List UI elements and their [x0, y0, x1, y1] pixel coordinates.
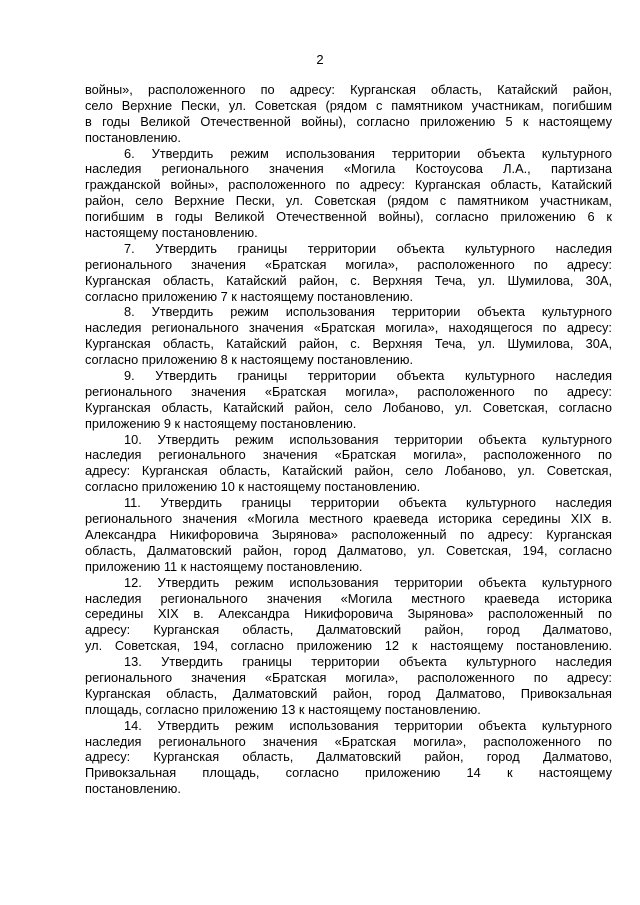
text-line: наследия регионального значения «Могила Костоусова Л.А., партизана — [85, 161, 612, 177]
text-line: в годы Великой Отечественной войны), согласно приложению 5 к настоящему — [85, 113, 612, 129]
text-line: село Верхние Пески, ул. Советская (рядом с памятником участникам, погибшим — [85, 97, 612, 113]
text-line: ул. Советская, 194, согласно приложению 12 к настоящему постановлению. — [85, 638, 612, 654]
text-line: гражданской войны», расположенного по адресу: Курганская область, Катайский — [85, 177, 612, 193]
text-line: войны», расположенного по адресу: Курганская область, Катайский район, — [85, 82, 612, 97]
paragraph-first-line: 11. Утвердить границы территории объекта культурного наследия — [124, 495, 612, 511]
text-line: середины XIX в. Александра Никифоровича Зырянова» расположенный по — [85, 606, 612, 622]
text-line: согласно приложению 7 к настоящему постановлению. — [85, 288, 414, 304]
text-line: Привокзальная площадь, согласно приложению 14 к настоящему — [85, 765, 612, 781]
paragraph-first-line: 12. Утвердить режим использования территории объекта культурного — [124, 574, 612, 590]
paragraph-first-line: 13. Утвердить границы территории объекта культурного наследия — [124, 654, 612, 670]
text-line: Курганская область, Катайский район, с. Верхняя Теча, ул. Шумилова, 30А, — [85, 272, 612, 288]
text-line: наследия регионального значения «Братская могила», расположенного по — [85, 447, 612, 463]
text-line: Александра Никифоровича Зырянова» расположенный по адресу: Курганская — [85, 526, 612, 542]
text-line: адресу: Курганская область, Катайский район, село Лобаново, ул. Советская, — [85, 463, 612, 479]
document-body — [85, 82, 612, 797]
text-line: адресу: Курганская область, Далматовский район, город Далматово, — [85, 622, 612, 638]
text-line: настоящему постановлению. — [85, 225, 258, 241]
text-line: согласно приложению 8 к настоящему постановлению. — [85, 352, 414, 368]
paragraph-first-line: 8. Утвердить режим использования территории объекта культурного — [124, 304, 612, 320]
paragraph-first-line: 9. Утвердить границы территории объекта культурного наследия — [124, 368, 612, 384]
text-line: постановлению. — [85, 781, 181, 797]
text-line: регионального значения «Могила местного краеведа историка середины XIX в. — [85, 511, 612, 527]
text-line: постановлению. — [85, 129, 181, 145]
page-number: 2 — [316, 52, 324, 67]
text-line: область, Далматовский район, город Далматово, ул. Советская, 194, согласно — [85, 542, 612, 558]
text-line: согласно приложению 10 к настоящему постановлению. — [85, 479, 421, 495]
text-line: регионального значения «Братская могила», расположенного по адресу: — [85, 256, 612, 272]
text-line: погибшим в годы Великой Отечественной войны), согласно приложению 6 к — [85, 209, 612, 225]
paragraph-first-line: 14. Утвердить режим использования территории объекта культурного — [124, 717, 612, 733]
text-line: регионального значения «Братская могила», расположенного по адресу: — [85, 383, 612, 399]
paragraph-first-line: 10. Утвердить режим использования территории объекта культурного — [124, 431, 612, 447]
text-line: Курганская область, Катайский район, с. Верхняя Теча, ул. Шумилова, 30А, — [85, 336, 612, 352]
text-line: наследия регионального значения «Могила местного краеведа историка — [85, 590, 612, 606]
text-line: район, село Верхние Пески, ул. Советская (рядом с памятником участникам, — [85, 193, 612, 209]
paragraph-first-line: 7. Утвердить границы территории объекта культурного наследия — [124, 240, 612, 256]
text-line: Курганская область, Катайский район, село Лобаново, ул. Советская, согласно — [85, 399, 612, 415]
text-line: адресу: Курганская область, Далматовский район, город Далматово, — [85, 749, 612, 765]
text-line: приложению 9 к настоящему постановлению. — [85, 415, 357, 431]
text-line: регионального значения «Братская могила», расположенного по адресу: — [85, 669, 612, 685]
text-line: Курганская область, Далматовский район, город Далматово, Привокзальная — [85, 685, 612, 701]
paragraph-first-line: 6. Утвердить режим использования территории объекта культурного — [124, 145, 612, 161]
text-line: приложению 11 к настоящему постановлению. — [85, 558, 363, 574]
text-line: наследия регионального значения «Братская могила», находящегося по адресу: — [85, 320, 612, 336]
text-line: площадь, согласно приложению 13 к настоящему постановлению. — [85, 701, 481, 717]
text-line: наследия регионального значения «Братская могила», расположенного по — [85, 733, 612, 749]
